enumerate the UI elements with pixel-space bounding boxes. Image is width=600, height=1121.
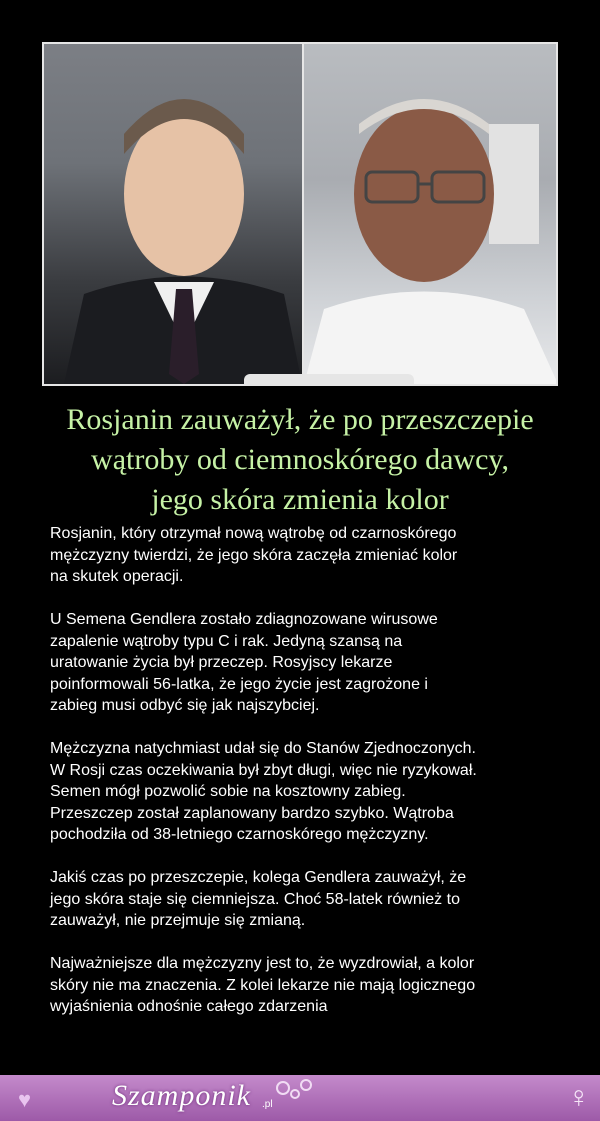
text-line: zabieg musi odbyć się jak najszybciej. — [50, 697, 320, 714]
bubble-icon — [300, 1079, 312, 1091]
text-line: zauważył, nie przejmuje się zmianą. — [50, 912, 306, 929]
bubble-icon — [276, 1081, 290, 1095]
text-line: poinformowali 56-latka, że jego życie jest zagrożone i — [50, 675, 428, 693]
text-line: na skutek operacji. — [50, 568, 184, 585]
article-paragraph — [50, 609, 555, 717]
site-footer-banner[interactable] — [0, 1075, 600, 1121]
article-paragraph — [50, 953, 555, 1018]
photo-after — [304, 44, 558, 384]
text-line: skóry nie ma znaczenia. Z kolei lekarze nie mają logicznego — [50, 976, 476, 994]
text-line: U Semena Gendlera zostało zdiagnozowane wirusowe — [50, 611, 438, 628]
article-paragraph — [50, 523, 555, 588]
portrait-before-image — [44, 44, 302, 384]
text-line: jego skóra staje się ciemniejsza. Choć 58-latek również to — [50, 890, 460, 908]
article-paragraph — [50, 867, 555, 932]
portrait-after-image — [304, 44, 558, 384]
text-line: Najważniejsze dla mężczyzny jest to, że wyzdrowiał, a kolor — [50, 955, 475, 972]
text-line: Mężczyzna natychmiast udał się do Stanów Zjednoczonych. — [50, 740, 476, 757]
site-logo[interactable]: Szamponik — [112, 1079, 251, 1112]
photo-before — [44, 44, 302, 384]
text-line: Semen mógł pozwolić sobie na kosztowny zabieg. — [50, 783, 406, 800]
text-line: Przeszczep został zaplanowany bardzo szybko. Wątroba — [50, 804, 454, 822]
photo-comparison — [42, 42, 558, 386]
logo-suffix: .pl — [262, 1099, 273, 1110]
woman-silhouette-icon: ♀ — [567, 1081, 590, 1114]
article-paragraph — [50, 738, 555, 846]
text-line: zapalenie wątroby typu C i rak. Jedyną szansą na — [50, 632, 403, 650]
heart-icon: ♥ — [18, 1087, 32, 1112]
headline-line: Rosjanin zauważył, że po przeszczepie — [66, 403, 534, 436]
text-line: W Rosji czas oczekiwania był zbyt długi, więc nie ryzykował. — [50, 761, 477, 779]
frame-notch — [244, 374, 414, 386]
text-line: Jakiś czas po przeszczepie, kolega Gendlera zauważył, że — [50, 869, 467, 886]
headline — [20, 400, 580, 520]
text-line: mężczyzny twierdzi, że jego skóra zaczęła zmieniać kolor — [50, 546, 458, 564]
bubble-icon — [290, 1089, 300, 1099]
text-line: wyjaśnienia odnośnie całego zdarzenia — [50, 998, 328, 1015]
text-line: Rosjanin, który otrzymał nową wątrobę od czarnoskórego — [50, 525, 457, 542]
headline-line: wątroby od ciemnoskórego dawcy, — [91, 443, 509, 476]
text-line: pochodziła od 38-letniego czarnoskórego mężczyzny. — [50, 826, 429, 843]
text-line: uratowanie życia był przeczep. Rosyjscy lekarze — [50, 654, 393, 671]
headline-line: jego skóra zmienia kolor — [151, 483, 449, 516]
article-body — [50, 523, 555, 1039]
